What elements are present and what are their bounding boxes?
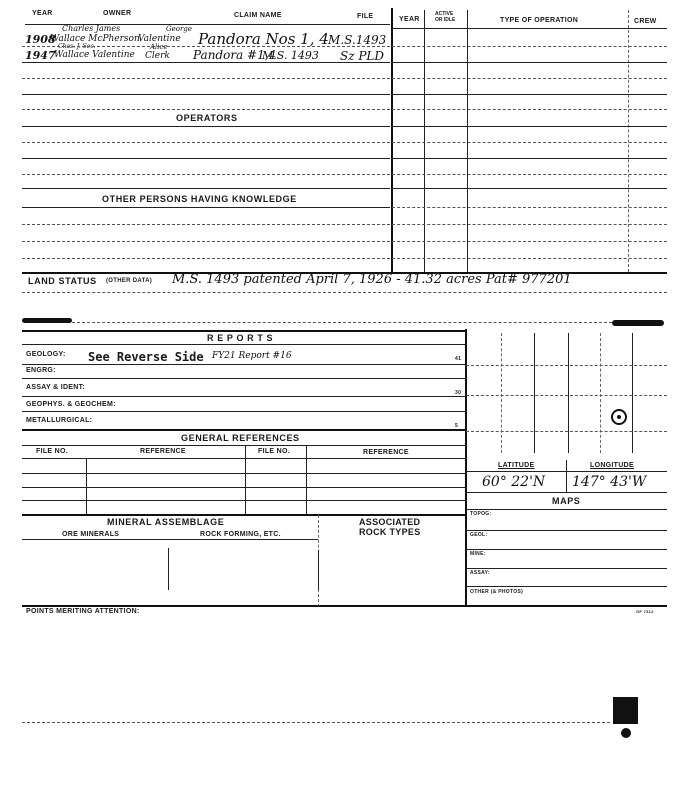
col-reference: REFERENCE (140, 448, 186, 455)
ruled-line (22, 539, 318, 540)
ruled-line (392, 188, 667, 189)
ruled-line (22, 174, 390, 175)
tape-mark (612, 320, 664, 326)
column-divider (465, 329, 467, 606)
longitude-value: 147° 43'W (572, 474, 647, 490)
column-divider (391, 8, 393, 272)
ore-minerals-label: ORE MINERALS (62, 531, 120, 538)
claim-file-extra: Sz PLD (340, 49, 385, 63)
other-persons-heading: OTHER PERSONS HAVING KNOWLEDGE (102, 194, 297, 204)
mineral-assemblage-title: MINERAL ASSEMBLAGE (107, 517, 225, 527)
claim-name: Pandora Nos 1, 4 (198, 30, 329, 48)
ruled-line (22, 241, 390, 242)
claim-second-owner: Clerk (145, 51, 170, 61)
col-reference-2: REFERENCE (363, 449, 409, 456)
ruled-line (22, 292, 667, 293)
column-divider (168, 548, 169, 590)
ruled-line (22, 722, 610, 723)
ruled-line (466, 549, 667, 550)
ruled-line (22, 429, 465, 431)
report-label: METALLURGICAL: (26, 417, 93, 424)
claim-owner-top: Charles James (62, 24, 121, 33)
ruled-line (22, 158, 390, 159)
column-divider (306, 445, 307, 514)
map-row-mine: MINE: (470, 551, 486, 557)
ruled-line (22, 109, 390, 110)
claim-file: -M.S.1493 (324, 33, 387, 47)
land-status-label: LAND STATUS (28, 276, 97, 286)
map-row-assay: ASSAY: (470, 570, 490, 576)
claim-owner: Wallace Valentine (54, 50, 135, 60)
claim-owner-small: Chas. J. Sec. (58, 43, 96, 50)
reports-title: R E P O R T S (207, 333, 274, 343)
claim-owner: Wallace McPherson (50, 34, 140, 44)
latitude-label: LATITUDE (498, 462, 535, 469)
operators-heading: OPERATORS (176, 113, 238, 123)
col-file-no: FILE NO. (36, 448, 68, 455)
ruled-line (22, 473, 465, 474)
column-divider (245, 445, 246, 514)
ruled-line (22, 445, 465, 446)
grid-line (534, 333, 535, 453)
grid-line (466, 365, 667, 366)
ruled-line (466, 492, 667, 493)
longitude-label: LONGITUDE (590, 462, 634, 469)
points-meriting-attention: POINTS MERITING ATTENTION: (26, 608, 140, 615)
grid-line (466, 431, 667, 432)
claim-name: Pandora #1,4 (193, 48, 277, 62)
header-year-right: YEAR (399, 16, 420, 23)
general-references-title: GENERAL REFERENCES (181, 433, 300, 443)
ruled-line (392, 258, 667, 259)
claim-year: 1947 (25, 49, 56, 62)
report-printed-value: See Reverse Side (88, 350, 204, 364)
ruled-line (392, 46, 667, 47)
report-label: GEOLOGY: (26, 351, 66, 358)
ruled-line (392, 174, 667, 175)
header-type-of-operation: TYPE OF OPERATION (500, 17, 579, 24)
column-divider (424, 10, 425, 272)
ruled-line (392, 109, 667, 110)
grid-line (501, 333, 502, 453)
tape-mark (613, 697, 638, 724)
report-code: 41 (455, 356, 462, 362)
column-divider (86, 458, 87, 514)
associated-rock-types (359, 517, 421, 537)
column-divider (467, 10, 468, 272)
associated-line2: ROCK TYPES (359, 527, 421, 537)
land-status-value: M.S. 1493 patented April 7, 1926 - 41.32 acres Pat# 977201 (172, 272, 572, 287)
claim-second-owner-top: George (166, 25, 192, 33)
ruled-line (22, 46, 390, 47)
grid-line (568, 333, 569, 453)
ruled-line (22, 188, 390, 189)
ruled-line (22, 78, 390, 79)
ruled-line (466, 509, 667, 510)
ruled-line (392, 158, 667, 159)
claim-second-owner-top: Alice (150, 43, 168, 51)
ruled-line (22, 378, 465, 379)
tape-mark (22, 318, 72, 323)
ruled-line (392, 224, 667, 225)
ruled-line (392, 142, 667, 143)
ruled-line (72, 322, 612, 323)
header-claim-name: CLAIM NAME (234, 12, 282, 19)
ruled-line (22, 62, 390, 63)
ruled-line (22, 487, 465, 488)
report-label: ASSAY & IDENT: (26, 384, 86, 391)
grid-line (632, 333, 633, 453)
ruled-line (466, 530, 667, 531)
claim-file: M.S. 1493 (262, 49, 319, 62)
claim-year: 1908 (25, 33, 56, 46)
header-rule-right (392, 28, 667, 29)
ruled-line (392, 78, 667, 79)
ruled-line (392, 207, 667, 208)
ruled-line (22, 258, 390, 259)
ruled-line (22, 514, 465, 516)
report-code: 5 (455, 423, 459, 429)
ruled-line (392, 62, 667, 63)
ruled-line (22, 458, 465, 459)
form-code: GF 7312 (636, 609, 654, 614)
ruled-line (466, 586, 667, 587)
header-active-idle (435, 11, 455, 23)
column-divider (318, 550, 319, 590)
ruled-line (22, 411, 465, 412)
ruled-line (392, 94, 667, 95)
ruled-line (22, 396, 465, 397)
maps-heading: MAPS (552, 496, 581, 506)
grid-line (466, 395, 667, 396)
ruled-line (392, 126, 667, 127)
header-active-line1: ACTIVE (435, 11, 454, 17)
claim-second-owner: Valentine (138, 34, 181, 44)
associated-line1: ASSOCIATED (359, 517, 421, 527)
header-owner: OWNER (103, 10, 132, 17)
ruled-line (22, 142, 390, 143)
reports-top-rule (22, 330, 465, 332)
ruled-line (22, 364, 465, 365)
map-row-geol: GEOL: (470, 532, 488, 538)
ruled-line (392, 241, 667, 242)
grid-line (600, 333, 601, 453)
report-code: 30 (455, 390, 462, 396)
ruled-line (466, 568, 667, 569)
report-label: GEOPHYS. & GEOCHEM: (26, 401, 116, 408)
ruled-line (22, 224, 390, 225)
header-active-line2: OR IDLE (435, 17, 456, 23)
map-row-topog: TOPOG: (470, 511, 492, 517)
ruled-line (22, 126, 390, 127)
column-divider (566, 460, 567, 492)
location-marker-icon (611, 409, 627, 425)
latitude-value: 60° 22'N (482, 474, 546, 490)
tape-mark (621, 728, 631, 738)
ruled-line (22, 605, 667, 607)
ruled-line (22, 94, 390, 95)
ruled-line (22, 500, 465, 501)
header-file: FILE (357, 13, 374, 20)
land-status-sub: (OTHER DATA) (106, 278, 153, 284)
ruled-line (22, 207, 390, 208)
header-crew: CREW (634, 18, 657, 25)
report-label: ENGRG: (26, 367, 56, 374)
col-file-no-2: FILE NO. (258, 448, 290, 455)
header-year: YEAR (32, 10, 53, 17)
map-row-other: OTHER (& PHOTOS) (470, 589, 524, 595)
report-handwritten-value: FY21 Report #16 (212, 351, 292, 361)
ruled-line (22, 344, 465, 345)
rock-forming-label: ROCK FORMING, ETC. (200, 531, 281, 538)
column-divider (628, 10, 629, 272)
